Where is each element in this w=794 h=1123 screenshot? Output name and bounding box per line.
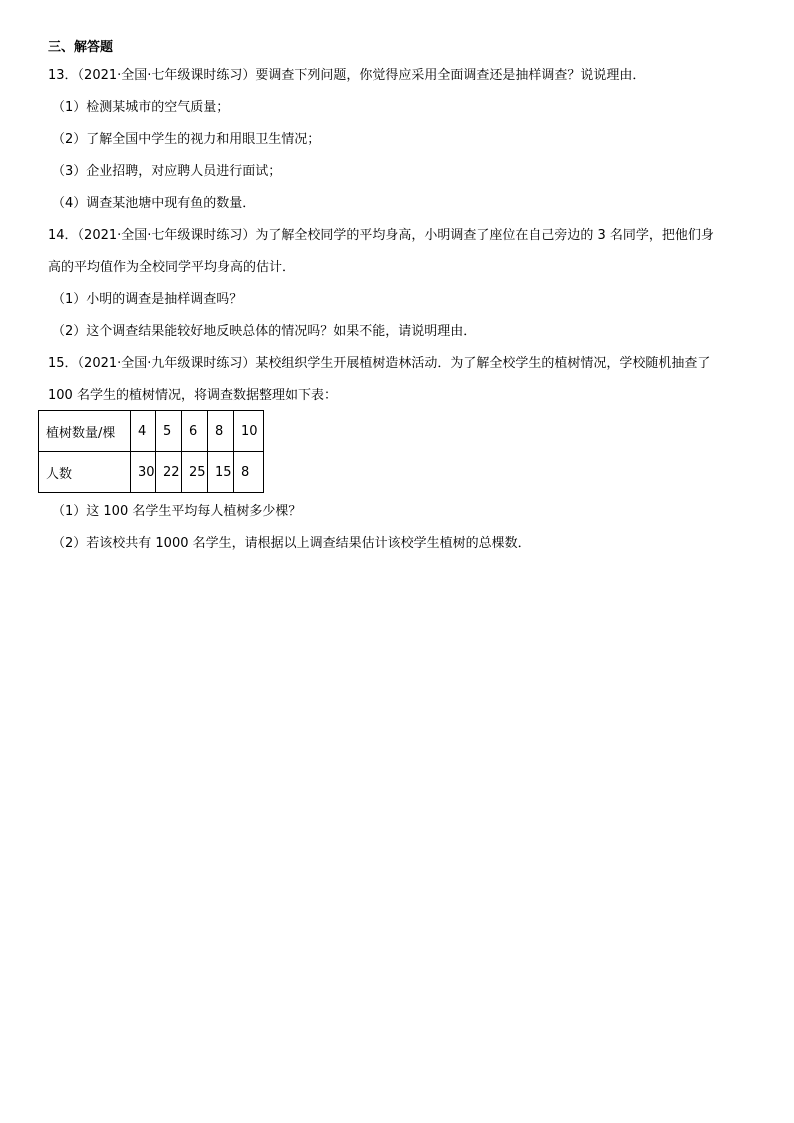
question-15-part-2: （2）若该校共有 1000 名学生，请根据以上调查结果估计该校学生植树的总棵数． <box>52 536 531 551</box>
question-15-stem-line-1: 15．（2021·全国·九年级课时练习）某校组织学生开展植树造林活动．为了解全校学生的植树情况，学校随机抽查了 <box>48 356 711 371</box>
question-13-part-2: （2）了解全国中学生的视力和用眼卫生情况； <box>52 132 321 147</box>
section-title: 三、解答题 <box>48 40 114 55</box>
table-cell: 5 <box>156 411 182 452</box>
table-cell: 22 <box>156 452 182 493</box>
question-14-part-1: （1）小明的调查是抽样调查吗？ <box>52 292 243 307</box>
table-cell: 8 <box>208 411 234 452</box>
table-cell: 25 <box>182 452 208 493</box>
table-cell: 10 <box>234 411 264 452</box>
question-14-stem-line-2: 高的平均值作为全校同学平均身高的估计． <box>48 260 296 275</box>
question-13-stem: 13．（2021·全国·七年级课时练习）要调查下列问题，你觉得应采用全面调查还是抽样调查？说说理由． <box>48 68 646 83</box>
table-cell: 30 <box>131 452 156 493</box>
table-cell: 6 <box>182 411 208 452</box>
table-header-trees: 植树数量/棵 <box>39 411 131 452</box>
table-cell: 15 <box>208 452 234 493</box>
question-13-part-3: （3）企业招聘，对应聘人员进行面试； <box>52 164 282 179</box>
question-15-stem-line-2: 100 名学生的植树情况，将调查数据整理如下表： <box>48 388 337 403</box>
table-row <box>39 452 264 493</box>
question-13-part-1: （1）检测某城市的空气质量； <box>52 100 230 115</box>
question-13-part-4: （4）调查某池塘中现有鱼的数量． <box>52 196 256 211</box>
question-14-part-2: （2）这个调查结果能较好地反映总体的情况吗？如果不能，请说明理由． <box>52 324 477 339</box>
tree-planting-table <box>38 410 264 493</box>
table-row <box>39 411 264 452</box>
question-15-part-1: （1）这 100 名学生平均每人植树多少棵？ <box>52 504 302 519</box>
table-cell: 8 <box>234 452 264 493</box>
table-header-people: 人数 <box>39 452 131 493</box>
table-cell: 4 <box>131 411 156 452</box>
question-14-stem-line-1: 14．（2021·全国·七年级课时练习）为了解全校同学的平均身高，小明调查了座位在自己旁边的 3 名同学，把他们身 <box>48 228 714 243</box>
